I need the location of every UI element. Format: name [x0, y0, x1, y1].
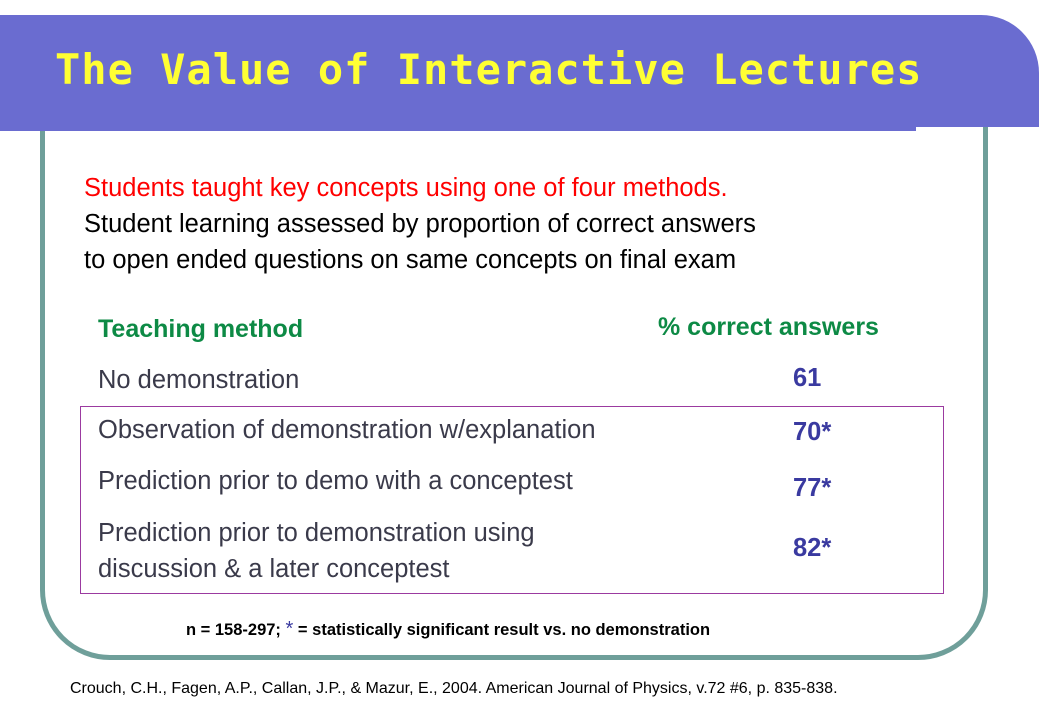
footnote-star: *	[285, 618, 294, 640]
method-row-1: No demonstration	[98, 366, 300, 394]
intro-line-3: to open ended questions on same concepts on final exam	[84, 246, 737, 274]
intro-line-2: Student learning assessed by proportion of correct answers	[84, 210, 756, 238]
intro-text	[84, 170, 756, 278]
header-teaching-method: Teaching method	[98, 315, 304, 343]
slide-title: The Value of Interactive Lectures	[55, 45, 923, 94]
value-row-2: 70*	[793, 418, 832, 446]
method-row-2: Observation of demonstration w/explanation	[98, 416, 596, 444]
method-row-4	[98, 515, 535, 587]
method-row-3: Prediction prior to demo with a conceptest	[98, 467, 573, 495]
footnote	[186, 618, 710, 641]
value-row-4: 82*	[793, 534, 832, 562]
intro-line-1: Students taught key concepts using one of four methods.	[84, 174, 728, 202]
method-row-4-line-2: discussion & a later conceptest	[98, 555, 450, 583]
header-percent-correct: % correct answers	[658, 313, 879, 341]
value-row-3: 77*	[793, 474, 832, 502]
footnote-significance: = statistically significant result vs. no demonstration	[297, 621, 711, 639]
method-row-4-line-1: Prediction prior to demonstration using	[98, 519, 535, 547]
value-row-1: 61	[793, 364, 822, 392]
citation: Crouch, C.H., Fagen, A.P., Callan, J.P., & Mazur, E., 2004. American Journal of Physics, v.72 #6, p. 835-838.	[70, 680, 838, 697]
title-bar-underline	[0, 127, 916, 131]
footnote-sample-size: n = 158-297;	[186, 621, 281, 639]
